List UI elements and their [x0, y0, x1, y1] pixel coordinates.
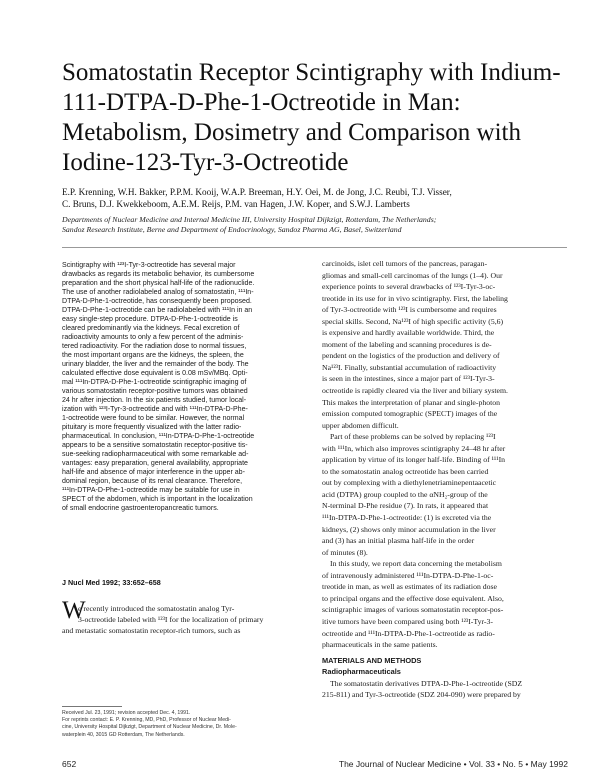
- journal-info: The Journal of Nuclear Medicine • Vol. 33 • No. 5 • May 1992: [338, 759, 568, 769]
- drop-cap: W: [62, 597, 86, 624]
- body-line: 215-811) and Tyr-3-octreotide (SDZ 204-090) were prepared by: [322, 690, 521, 700]
- abstract-line: drawbacks as regards its metabolic behavior, its cumbersome: [62, 271, 255, 278]
- body-line: application by virtue of its longer half-life. Binding of ¹¹¹In: [322, 455, 506, 465]
- body-line: is expensive and hardly available worldwide. Third, the: [322, 328, 495, 338]
- abstract-line: calculated effective dose equivalent is 0.08 mSv/MBq. Opti-: [62, 370, 248, 377]
- footnote-line: cine, University Hospital Dijkzigt, Department of Nuclear Medicine, Dr. Mole-: [62, 724, 237, 731]
- body-line: experience points to several drawbacks of ¹²³I-Tyr-3-oc-: [322, 282, 496, 292]
- author-list: [62, 187, 567, 210]
- body-line: acid (DTPA) group coupled to the αNH₂-group of the: [322, 489, 488, 499]
- body-line: N-terminal D-Phe residue (7). In rats, it appeared that: [322, 501, 489, 511]
- abstract-line: ¹¹¹In-DTPA-D-Phe-1-octreotide may be suitable for use in: [62, 487, 240, 494]
- body-line: moment of the labeling and scanning procedures is de-: [322, 339, 492, 349]
- abstract-line: sue-seeking radiopharmaceutical with some remarkable ad-: [62, 451, 249, 458]
- abstract-line: Scintigraphy with ¹²³I-Tyr-3-octreotide has several major: [62, 262, 236, 269]
- abstract-line: vantages: easy preparation, general availability, appropriate: [62, 460, 248, 467]
- body-line: gliomas and small-cell carcinomas of the lungs (1–4). Our: [322, 270, 503, 280]
- abstract-line: tered radioactivity. For the radiation dose to normal tissues,: [62, 343, 247, 350]
- body-line: pendent on the logistics of the production and delivery of: [322, 351, 500, 361]
- citation: J Nucl Med 1992; 33:652–658: [62, 578, 161, 587]
- footnote-line: Received Jul. 23, 1991; revision accepted Dec. 4, 1991.: [62, 710, 191, 716]
- abstract-line: preparation and the short physical half-life of the radionuclide.: [62, 280, 255, 287]
- body-line: with ¹¹¹In, which also improves scintigraphy 24–48 hr after: [322, 443, 506, 453]
- abstract-line: the most important organs are the kidneys, the spleen, the: [62, 352, 244, 359]
- abstract-line: various somatostatin receptor-positive tumors was obtained: [62, 388, 248, 395]
- body-line: octreotide is rapidly cleared via the liver and biliary system.: [322, 386, 508, 396]
- affiliation-line: Departments of Nuclear Medicine and Internal Medicine III, University Hospital Dijkzigt, Rotterdam, The Netherlands;: [62, 215, 437, 224]
- title-line: Somatostatin Receptor Scintigraphy with Indium-: [62, 59, 561, 86]
- footnote-line: waterplein 40, 3015 GD Rotterdam, The Netherlands.: [62, 731, 185, 738]
- body-line: treotide in man, as well as estimates of its radiation dose: [322, 582, 497, 592]
- right-column: [322, 258, 568, 701]
- header-divider: [62, 247, 567, 248]
- abstract-line: radioactivity amounts to only a few percent of the adminis-: [62, 334, 244, 341]
- title-line: Iodine-123-Tyr-3-Octreotide: [62, 149, 349, 176]
- body-line: octreotide and ¹¹¹In-DTPA-D-Phe-1-octreotide as radio-: [322, 628, 495, 638]
- body-line: itive tumors have been compared using both ¹²³I-Tyr-3-: [322, 616, 493, 626]
- affiliations: [62, 215, 567, 235]
- abstract-line: pharmaceutical. In conclusion, ¹¹¹In-DTPA-D-Phe-1-octreotide: [62, 433, 255, 440]
- body-line: is seen in the intestines, since a major part of ¹²³I-Tyr-3-: [322, 374, 495, 384]
- abstract-line: appears to be a sensitive somatostatin receptor-positive tis-: [62, 442, 248, 449]
- body-line: out by complexing with a diethylenetriaminepentaacetic: [322, 478, 497, 488]
- abstract-line: dominal region, because of its renal clearance. Therefore,: [62, 478, 243, 485]
- abstract-line: SPECT of the abdomen, which is important in the localization: [62, 496, 253, 503]
- body-line: upper abdomen difficult.: [322, 420, 399, 430]
- footnote-divider: [62, 706, 122, 707]
- abstract-line: DTPA-D-Phe-1-octreotide can be radiolabeled with ¹¹¹In in an: [62, 307, 253, 314]
- title-line: Metabolism, Dosimetry and Comparison with: [62, 119, 521, 146]
- abstract-line: 24 hr after injection. In the six patients studied, tumor local-: [62, 397, 247, 404]
- author-line: C. Bruns, D.J. Kwekkeboom, A.E.M. Reijs, P.M. van Hagen, J.W. Koper, and S.W.J. Lamberts: [62, 198, 410, 209]
- body-line: and (3) has an initial plasma half-life in the order: [322, 536, 475, 546]
- body-line: In this study, we report data concerning the metabolism: [330, 559, 502, 569]
- abstract-line: half-life and absence of major interference in the upper ab-: [62, 469, 245, 476]
- body-line: treotide in its use for in vivo scintigraphy. First, the labeling: [322, 293, 508, 303]
- footnote: [62, 710, 312, 739]
- title-line: 111-DTPA-D-Phe-1-Octreotide in Man:: [62, 89, 461, 116]
- abstract: [62, 261, 310, 513]
- footnote-line: For reprints contact: E. P. Krenning, MD, PhD, Professor of Nuclear Medi-: [62, 717, 231, 724]
- body-line: emission computed tomographic (SPECT) images of the: [322, 409, 498, 419]
- section-heading: MATERIALS AND METHODS: [322, 655, 422, 665]
- intro-line: e recently introduced the somatostatin analog Tyr-: [78, 604, 235, 613]
- abstract-line: 1-octreotide were found to be similar. However, the normal: [62, 415, 245, 422]
- body-line: The somatostatin derivatives DTPA-D-Phe-1-octreotide (SDZ: [330, 678, 523, 688]
- subsection-heading: Radiopharmaceuticals: [322, 667, 401, 677]
- body-line: of minutes (8).: [322, 547, 368, 557]
- body-line: to the somatostatin analog octreotide has been carried: [322, 466, 489, 476]
- intro-line: 3-octreotide labeled with ¹²³I for the localization of primary: [78, 615, 264, 624]
- affiliation-line: Sandoz Research Institute, Berne and Department of Endocrinology, Sandoz Pharma AG, Basel, Switzerland: [62, 225, 402, 234]
- abstract-line: urinary bladder, the liver and the remainder of the body. The: [62, 361, 249, 368]
- author-line: E.P. Krenning, W.H. Bakker, P.P.M. Kooij, W.A.P. Breeman, H.Y. Oei, M. de Jong, J.C. Reubi, T.J. Visser,: [62, 187, 452, 197]
- page-number: 652: [62, 759, 77, 769]
- body-line: kidneys, (2) shows only minor accumulation in the liver: [322, 524, 496, 534]
- body-line: special skills. Second, Na¹²³I of high specific activity (5,6): [322, 316, 504, 326]
- intro-line: and metastatic somatostatin receptor-rich tumors, such as: [62, 626, 241, 635]
- body-line: pharmaceuticals in the same patients.: [322, 640, 438, 650]
- body-line: ¹¹¹In-DTPA-D-Phe-1-octreotide: (1) is excreted via the: [322, 513, 492, 523]
- abstract-line: ization with ¹²³I-Tyr-3-octreotide and with ¹¹¹In-DTPA-D-Phe-: [62, 406, 248, 413]
- abstract-line: of small endocrine gastroenteropancreatic tumors.: [62, 505, 219, 512]
- abstract-line: DTPA-D-Phe-1-octreotide, has consequently been proposed.: [62, 298, 252, 305]
- article-title: [62, 58, 562, 178]
- body-line: carcinoids, islet cell tumors of the pancreas, paragan-: [322, 259, 488, 268]
- body-line: Part of these problems can be solved by replacing ¹²³I: [330, 432, 496, 442]
- body-line: to principal organs and the effective dose equivalent. Also,: [322, 593, 504, 603]
- abstract-line: mal ¹¹¹In-DTPA-D-Phe-1-octreotide scintigraphic imaging of: [62, 379, 247, 386]
- page-footer: [62, 759, 568, 771]
- body-line: Na¹²³I. Finally, substantial accumulation of radioactivity: [322, 362, 497, 372]
- body-line: scintigraphic images of various somatostatin receptor-pos-: [322, 605, 504, 615]
- body-line: of Tyr-3-octreotide with ¹²³I is cumbersome and requires: [322, 305, 497, 315]
- intro-paragraph: [62, 603, 310, 636]
- body-line: This makes the interpretation of planar and single-photon: [322, 397, 500, 407]
- abstract-line: The use of another radiolabeled analog of somatostatin, ¹¹¹In-: [62, 289, 254, 296]
- abstract-line: easy single-step procedure. DTPA-D-Phe-1-octreotide is: [62, 316, 238, 323]
- body-line: of intravenously administered ¹¹¹In-DTPA-D-Phe-1-oc-: [322, 570, 494, 580]
- abstract-line: pituitary is more frequently visualized with the latter radio-: [62, 424, 242, 431]
- abstract-line: cleared predominantly via the kidneys. Fecal excretion of: [62, 325, 240, 332]
